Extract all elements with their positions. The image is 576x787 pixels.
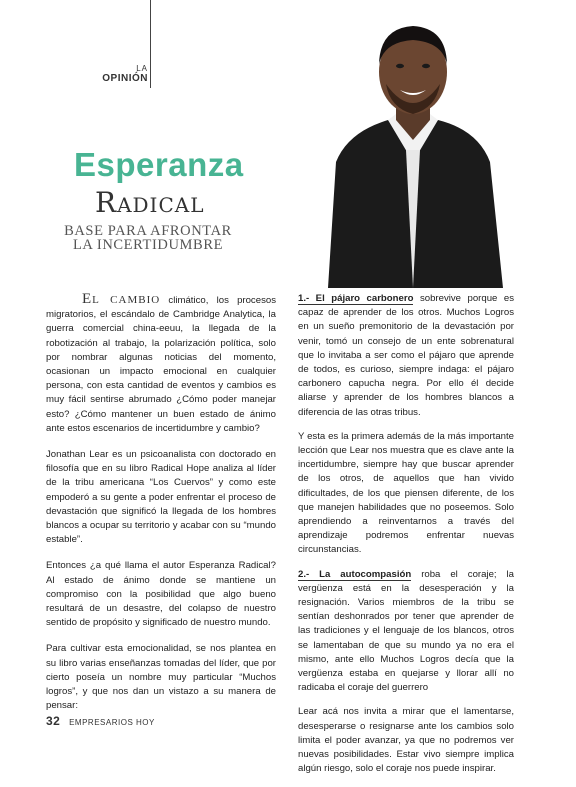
- right-column: [298, 292, 514, 787]
- paragraph-text: climático, los procesos migratorios, el escándalo de Cambridge Analytica, la guerra comercial china-eeuu, la llegada de la robotización al trabajo, la polarización política, solo por nombrar algunas noticias del momento, ocasionan un impacto emocional en cualquier persona, con esta cantidad de eventos y cambios es muy fácil sentirse abrumado ¿Cómo poder manejar esto? ¿Cómo mantener un buen estado de ánimo ante estos escenarios de incertidumbre y cambio?: [46, 295, 276, 434]
- paragraph: Jonathan Lear es un psicoanalista con doctorado en filosofía que en su libro Radical Hope analiza al líder de la tribu americana “Los Cuervos” y como este empoderó a su gente a poder enfrentar el proceso de devastación que significó la llegada de los hombres blancos a ocupar su territorio y acabar con su “mundo estable”.: [46, 449, 276, 546]
- paragraph: [46, 292, 276, 436]
- opening-words: El cambio: [82, 291, 161, 307]
- publication-name: EMPRESARIOS HOY: [69, 718, 155, 727]
- title-line1: Esperanza: [74, 146, 244, 183]
- header-divider: [150, 0, 151, 88]
- title-line2: Radical: [95, 186, 205, 219]
- paragraph: Para cultivar esta emocionalidad, se nos plantea en su libro varias enseñanzas tomadas del líder, que por cierto poseía un nombre muy particular “Muchos logros”, y que nos dan un vistazo a su manera de pensar:: [46, 643, 276, 712]
- page-number: 32: [46, 714, 61, 728]
- section-name: OPINIÓN: [102, 73, 148, 84]
- lesson-heading: 2.- La autocompasión: [298, 568, 412, 580]
- section-small: LA: [136, 64, 148, 73]
- section-kicker: [102, 64, 148, 84]
- paragraph: [298, 568, 514, 696]
- paragraph-text: roba el coraje; la vergüenza está en la desesperación y la resignación. Varios miembros de la tribu se sentían deshonrados por tener que aprender de las tradiciones y el lenguaje de los blancos, otros se lamentaban de que su mundo ya no era el mismo, ante ello Muchos Logros decía que la vergüenza estaba en quejarse y llorar allí no radicaba el coraje del guerrero: [298, 568, 514, 694]
- lesson-heading: 1.- El pájaro carbonero: [298, 293, 414, 304]
- paragraph: Lear acá nos invita a mirar que el lamentarse, desesperarse o resignarse ante los cambios solo limita el poder avanzar, ya que no podremos ver nuevas posibilidades. Estar vivo siempre implica algún riesgo, solo el coraje nos puede inspirar.: [298, 706, 514, 775]
- left-column: [46, 292, 276, 725]
- paragraph: [298, 292, 514, 420]
- paragraph-text: sobrevive porque es capaz de aprender de los otros. Muchos Logros en un sueño premonitorio de la devastación por venir, tomó un consejo de un ente sobrenatural que lo invitaba a ser como el pájaro que aprende de todos, es curioso, siempre indaga: el pájaro carbonero capucha negra. Por ello él decide aliarse y aprender de los hombres blancos a diferencia de las otras tribus.: [298, 293, 514, 418]
- author-portrait: [318, 12, 503, 288]
- paragraph: Y esta es la primera además de la más importante lección que Lear nos muestra que es clave ante la incertidumbre, siempre hay que buscar aprender de los otros, de aquellos que han vivido dificultades, de los que piensen diferente, de los que manejen habilidades que no poseemos. Solo aprendiendo a reinventarnos a través del aprendizaje podremos enfrentar nuevas circunstancias.: [298, 430, 514, 556]
- page-footer: [46, 714, 155, 728]
- paragraph: Entonces ¿a qué llama el autor Esperanza Radical? Al estado de ánimo donde se mantiene un compromiso con la posibilidad que algo bueno resultará de un desastre, del colapso de nuestro sentido de propósito y significado de nuestro mundo.: [46, 560, 276, 629]
- subtitle: BASE PARA AFRONTAR LA INCERTIDUMBRE: [64, 223, 232, 253]
